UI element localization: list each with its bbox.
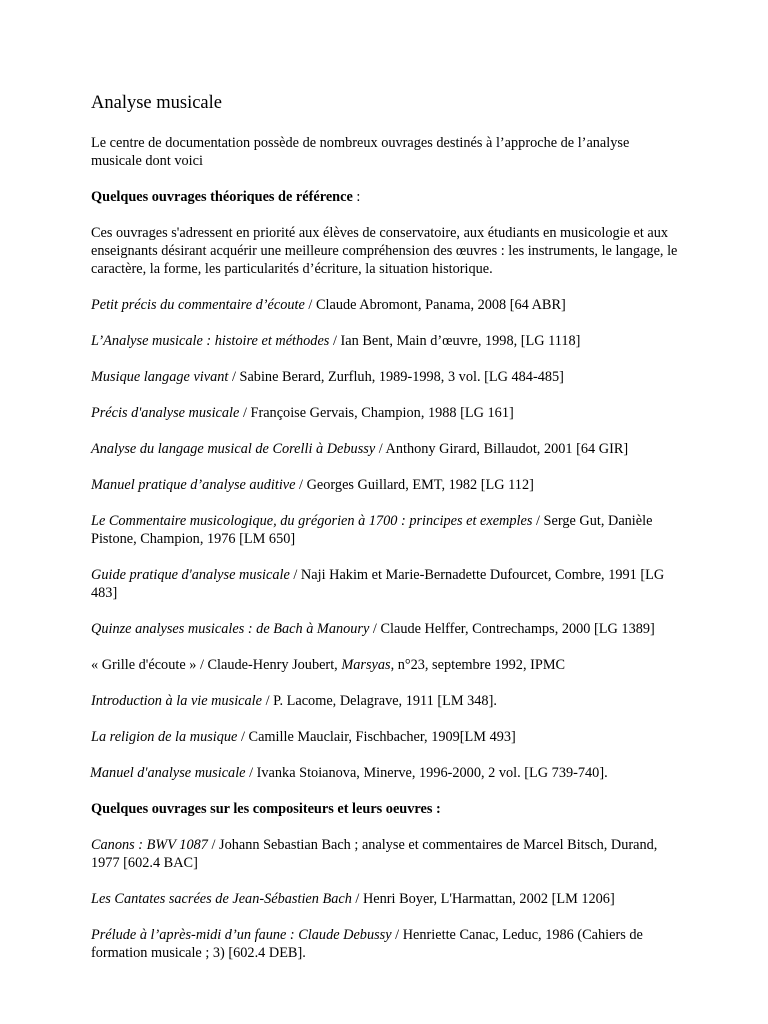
- entry-title: Manuel pratique d’analyse auditive: [91, 477, 296, 493]
- entry-title: Canons : BWV 1087: [91, 837, 208, 853]
- entry-details: / Naji Hakim et Marie-Bernadette Dufourcet, Combre, 1991 [LG 483]: [91, 567, 665, 601]
- entry-title: Analyse du langage musical de Corelli à Debussy: [91, 441, 376, 457]
- section-heading-composers-text: Quelques ouvrages sur les compositeurs et leurs oeuvres :: [91, 801, 441, 817]
- entry-title: Petit précis du commentaire d’écoute: [91, 297, 305, 313]
- bibliography-entry: [91, 692, 683, 710]
- entry-details: / Henri Boyer, L'Harmattan, 2002 [LM 1206]: [351, 891, 615, 907]
- entry-details: / Anthony Girard, Billaudot, 2001 [64 GIR]: [375, 441, 629, 457]
- bibliography-entry: [91, 836, 683, 872]
- section-description: Ces ouvrages s'adressent en priorité aux élèves de conservatoire, aux étudiants en musicologie et aux enseignants désirant acquérir une meilleure compréhension des œuvres : les instruments, le langage, le caractère, la forme, les particularités d’écriture, la situation historique.: [91, 225, 678, 277]
- bibliography-entry: [91, 404, 683, 422]
- bibliography-entry: [91, 728, 683, 746]
- entry-title: La religion de la musique: [91, 729, 238, 745]
- entry-details: / Claude Helffer, Contrechamps, 2000 [LG 1389]: [369, 621, 655, 637]
- document-page: [91, 92, 683, 980]
- section-heading-theory-text: Quelques ouvrages théoriques de référence: [91, 189, 353, 205]
- bibliography-entry-joubert: [91, 656, 683, 674]
- bibliography-entry: [91, 332, 683, 350]
- page-title: Analyse musicale: [91, 93, 222, 113]
- bibliography-entry: [91, 440, 683, 458]
- section-heading-composers: [91, 800, 683, 818]
- entry-details: , n°23, septembre 1992, IPMC: [390, 657, 566, 673]
- entry-details: / Georges Guillard, EMT, 1982 [LG 112]: [295, 477, 534, 493]
- entry-title: Guide pratique d'analyse musicale: [91, 567, 290, 583]
- bibliography-entry: [91, 296, 683, 314]
- entry-title: Quinze analyses musicales : de Bach à Manoury: [91, 621, 370, 637]
- entry-details: / Ivanka Stoianova, Minerve, 1996-2000, 2 vol. [LG 739-740].: [245, 765, 608, 781]
- bibliography-entry: [90, 764, 683, 782]
- bibliography-entry: [91, 890, 683, 908]
- entry-details: / Ian Bent, Main d’œuvre, 1998, [LG 1118]: [329, 333, 581, 349]
- entry-details: / Françoise Gervais, Champion, 1988 [LG 161]: [239, 405, 514, 421]
- entry-details: / P. Lacome, Delagrave, 1911 [LM 348].: [262, 693, 497, 709]
- entry-prefix: « Grille d'écoute » / Claude-Henry Joubert,: [91, 657, 342, 673]
- entry-title: Musique langage vivant: [91, 369, 229, 385]
- entry-details: / Serge Gut, Danièle Pistone, Champion, 1976 [LM 650]: [91, 513, 653, 547]
- bibliography-entry: [91, 476, 683, 494]
- entry-title: Manuel d'analyse musicale: [90, 765, 246, 781]
- section-heading-theory: [91, 188, 683, 206]
- bibliography-entry: [91, 512, 683, 548]
- entry-details: / Sabine Berard, Zurfluh, 1989-1998, 3 vol. [LG 484-485]: [228, 369, 564, 385]
- bibliography-entry: [91, 368, 683, 386]
- entry-details: / Henriette Canac, Leduc, 1986 (Cahiers de formation musicale ; 3) [602.4 DEB].: [91, 927, 643, 961]
- entry-details: / Johann Sebastian Bach ; analyse et commentaires de Marcel Bitsch, Durand, 1977 [602.4 BAC]: [91, 837, 658, 871]
- intro-paragraph: Le centre de documentation possède de nombreux ouvrages destinés à l’approche de l’analyse musicale dont voici: [91, 135, 630, 169]
- entry-title: Introduction à la vie musicale: [91, 693, 262, 709]
- entry-details: / Camille Mauclair, Fischbacher, 1909[LM 493]: [237, 729, 516, 745]
- entry-title: Le Commentaire musicologique, du grégorien à 1700 : principes et exemples: [91, 513, 533, 529]
- bibliography-entry: [91, 926, 683, 962]
- entry-title: Prélude à l’après-midi d’un faune : Claude Debussy: [91, 927, 392, 943]
- bibliography-entry: [91, 620, 683, 638]
- entry-title: Les Cantates sacrées de Jean-Sébastien Bach: [91, 891, 352, 907]
- entry-title: L’Analyse musicale : histoire et méthodes: [91, 333, 330, 349]
- entry-journal: Marsyas: [341, 657, 391, 673]
- entry-title: Précis d'analyse musicale: [91, 405, 240, 421]
- entry-details: / Claude Abromont, Panama, 2008 [64 ABR]: [304, 297, 566, 313]
- bibliography-entry: [91, 566, 683, 602]
- section-heading-theory-suffix: :: [352, 189, 361, 205]
